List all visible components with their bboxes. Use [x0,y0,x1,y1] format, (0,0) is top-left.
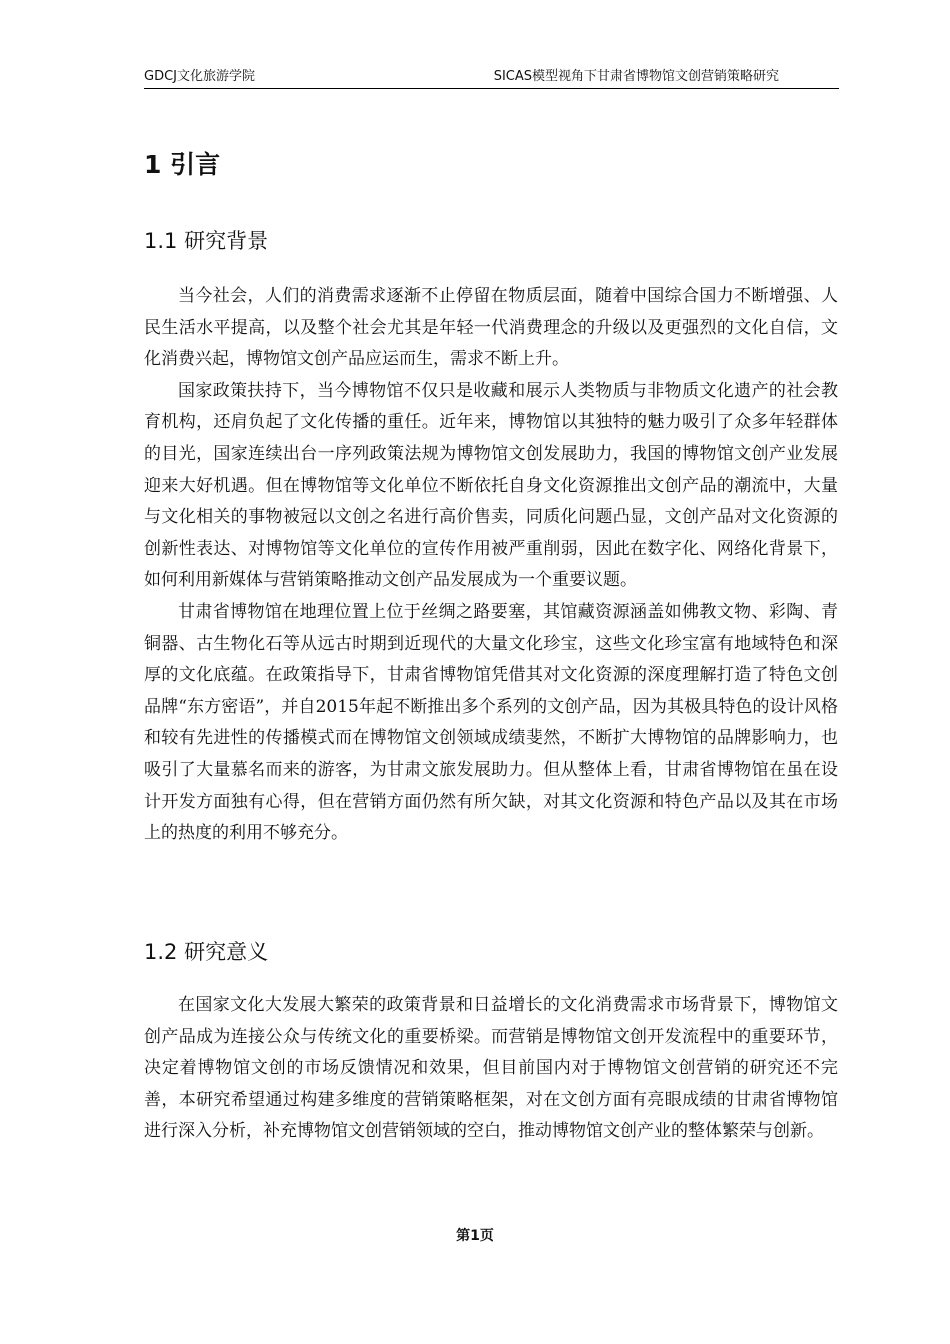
page-number: 第1页 [456,1228,494,1244]
section-title-significance: 1.2 研究意义 [144,940,269,964]
section-body-significance [144,990,838,1148]
section-body-background [144,281,838,850]
header-institution: GDCJ文化旅游学院 [144,69,255,84]
header-paper-title: SICAS模型视角下甘肃省博物馆文创营销策略研究 [493,69,779,84]
paragraph: 国家政策扶持下，当今博物馆不仅只是收藏和展示人类物质与非物质文化遗产的社会教育机构，还肩负起了文化传播的重任。近年来，博物馆以其独特的魅力吸引了众多年轻群体的目光，国家连续出台一序列政策法规为博物馆文创发展助力，我国的博物馆文创产业发展迎来大好机遇。但在博物馆等文化单位不断依托自身文化资源推出文创产品的潮流中，大量与文化相关的事物被冠以文创之名进行高价售卖，同质化问题凸显，文创产品对文化资源的创新性表达、对博物馆等文化单位的宣传作用被严重削弱，因此在数字化、网络化背景下，如何利用新媒体与营销策略推动文创产品发展成为一个重要议题。 [144,380,838,591]
paragraph: 甘肃省博物馆在地理位置上位于丝绸之路要塞，其馆藏资源涵盖如佛教文物、彩陶、青铜器、古生物化石等从远古时期到近现代的大量文化珍宝，这些文化珍宝富有地域特色和深厚的文化底蕴。在政策指导下，甘肃省博物馆凭借其对文化资源的深度理解打造了特色文创品牌“东方密语”，并自2015年起不断推出多个系列的文创产品，因为其极具特色的设计风格和较有先进性的传播模式而在博物馆文创领域成绩斐然，不断扩大博物馆的品牌影响力，也吸引了大量慕名而来的游客，为甘肃文旅发展助力。但从整体上看，甘肃省博物馆在虽在设计开发方面独有心得，但在营销方面仍然有所欠缺，对其文化资源和特色产品以及其在市场上的热度的利用不够充分。 [144,601,838,844]
section-title-background: 1.1 研究背景 [144,229,269,253]
chapter-title: 1 引言 [144,150,221,179]
page-header [144,68,839,89]
paragraph: 当今社会，人们的消费需求逐渐不止停留在物质层面，随着中国综合国力不断增强、人民生活水平提高，以及整个社会尤其是年轻一代消费理念的升级以及更强烈的文化自信，文化消费兴起，博物馆文创产品应运而生，需求不断上升。 [144,286,838,370]
paragraph: 在国家文化大发展大繁荣的政策背景和日益增长的文化消费需求市场背景下，博物馆文创产品成为连接公众与传统文化的重要桥梁。而营销是博物馆文创开发流程中的重要环节，决定着博物馆文创的市场反馈情况和效果，但目前国内对于博物馆文创营销的研究还不完善，本研究希望通过构建多维度的营销策略框架，对在文创方面有亮眼成绩的甘肃省博物馆进行深入分析，补充博物馆文创营销领域的空白，推动博物馆文创产业的整体繁荣与创新。 [144,995,838,1142]
